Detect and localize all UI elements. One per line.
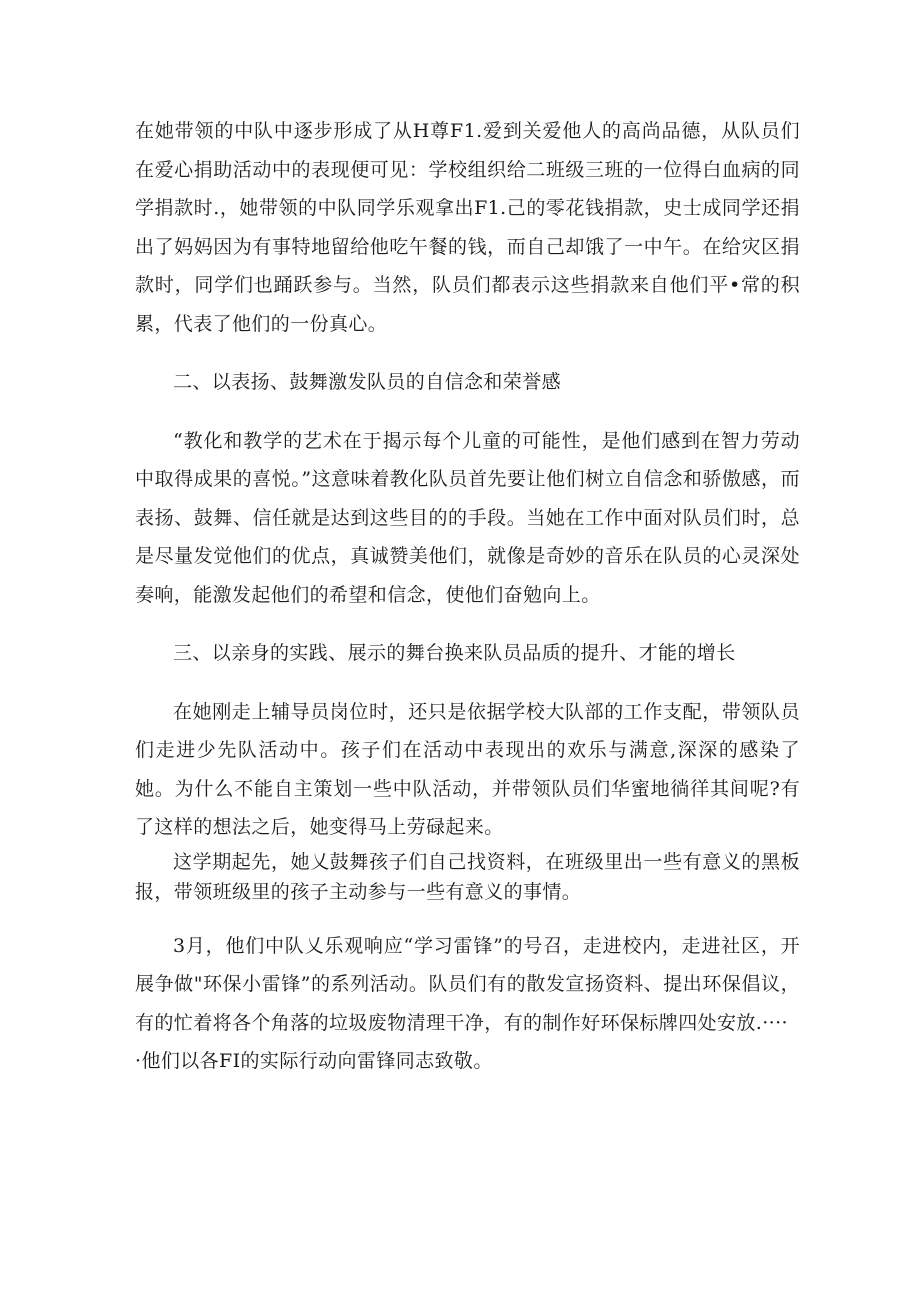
document-body [135, 112, 800, 1081]
paragraph-semester: 这学期起先，她乂鼓舞孩子们自己找资料，在班级里出一些有意义的黑板报，带领班级里的孩子主动参与一些有意义的事情。 [135, 850, 800, 903]
paragraph-charity: 在她带领的中队中逐步形成了从H尊F1.爱到关爱他人的高尚品德，从队员们在爱心捐助活动中的表现便可见：学校组织给二班级三班的一位得白血病的同学捐款时.，她带领的中队同学乐观拿出F1.己的零花钱捐款，史士成同学还捐出了妈妈因为有事特地留给他吃午餐的钱，而自己却饿了一中午。在给灾区捐款时，同学们也踊跃参与。当然，队员们都表示这些捐款来自他们平•常的积累，代表了他们的一份真心。 [135, 120, 800, 335]
paragraph-gap [135, 907, 800, 927]
paragraph-gap [135, 673, 800, 693]
paragraph-gap [135, 402, 800, 422]
paragraph-praise: “教化和教学的艺术在于揭示每个儿童的可能性，是他们感到在智力劳动中取得成果的喜悦。”这意味着教化队员首先要让他们树立自信念和骄傲感，而表扬、鼓舞、信任就是达到这些目的的手段。当她在工作中面对队员们时，总是尽量发觉他们的优点，真诚赞美他们，就像是奇妙的音乐在队员的心灵深处奏响，能激发起他们的希望和信念，使他们奋勉向上。 [135, 429, 800, 606]
section-heading-two: 二、以表扬、鼓舞激发队员的自信念和荣誉感 [173, 371, 562, 393]
paragraph-gap [135, 343, 800, 363]
section-heading-three: 三、以亲身的实践、展示的舞台换来队员品质的提升、才能的增长 [173, 642, 736, 664]
paragraph-counselor: 在她刚走上辅导员岗位时，还只是依据学校大队部的工作支配，带领队员们走进少先队活动中。孩子们在活动中表现出的欢乐与满意,深深的感染了她。为什么不能自主策划一些中队活动，并带领队员们华蜜地徜徉其间呢?有了这样的想法之后，她变得马上劳碌起来。 [135, 700, 800, 838]
paragraph-march-activity: 3月，他们中队乂乐观响应“学习雷锋”的号召，走进校内，走进社区，开展争做"环保小雷锋”的系列活动。队员们有的散发宣扬资料、提出环保倡议，有的忙着将各个角落的垃圾废物清理干净，有的制作好环保标牌四处安放.···· ·他们以各FI的实际行动向雷锋同志致敬。 [135, 934, 800, 1072]
paragraph-gap [135, 614, 800, 634]
